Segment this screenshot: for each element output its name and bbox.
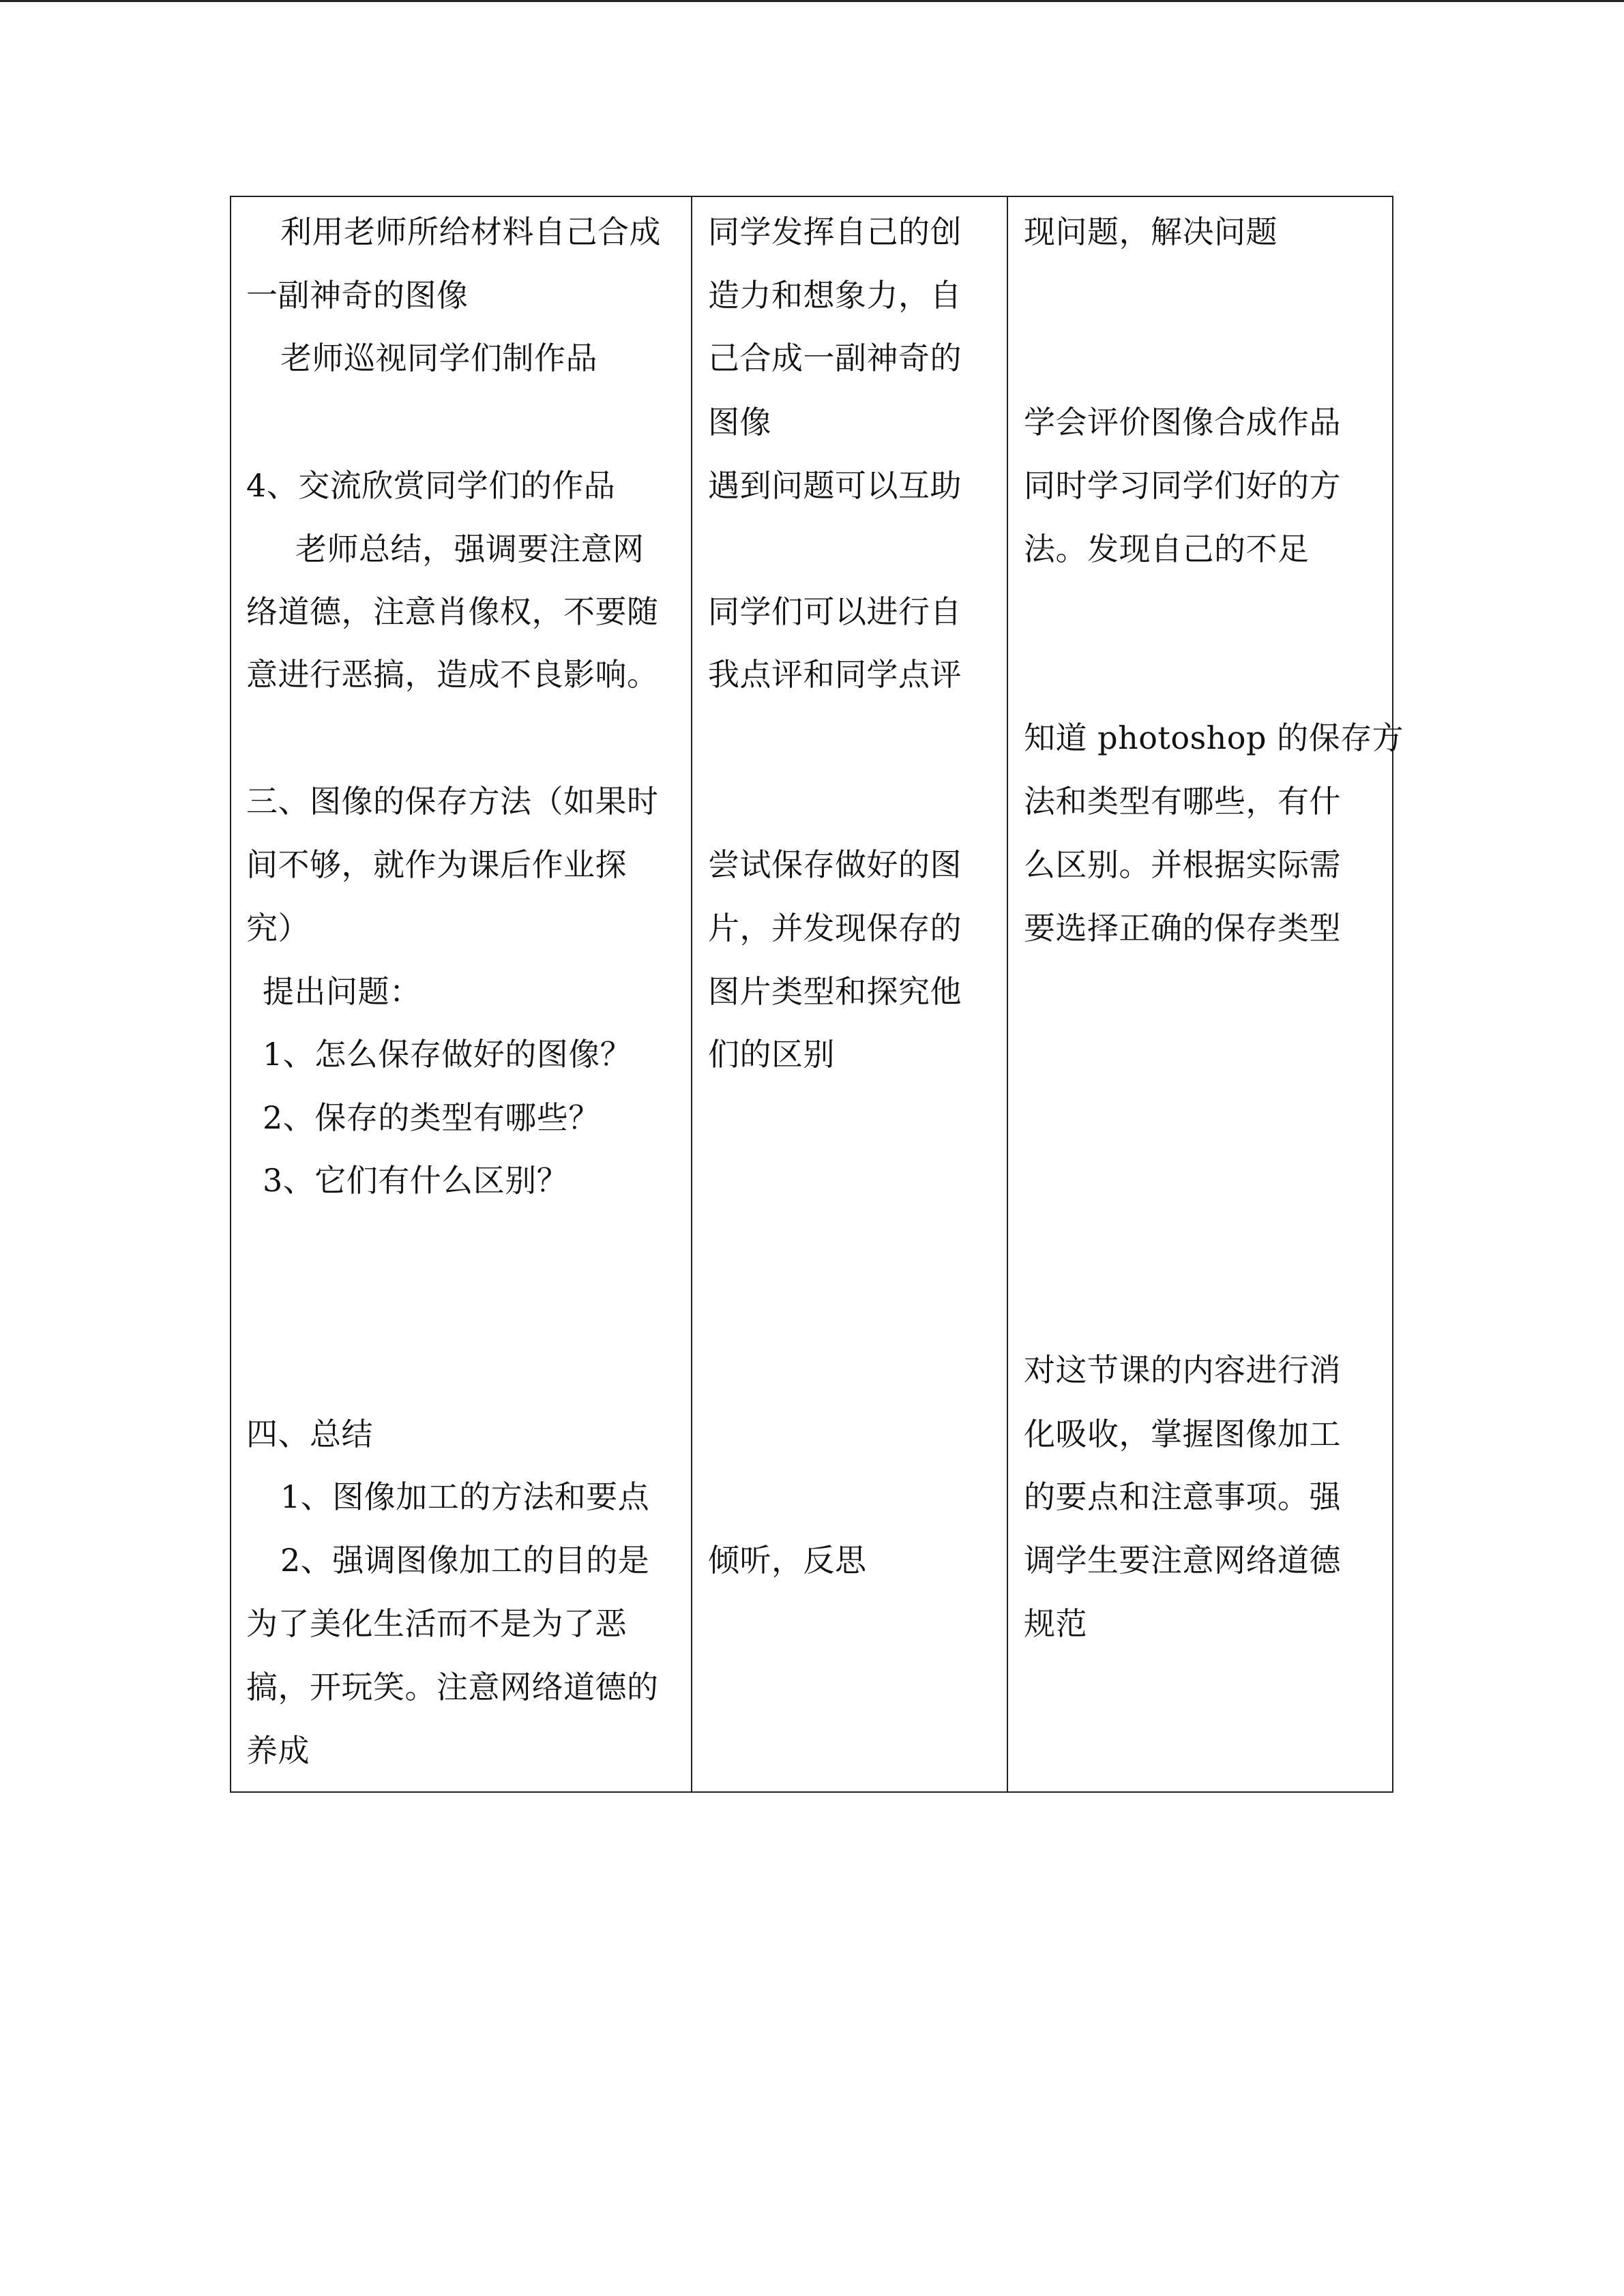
teacher-line: 养成 (246, 1732, 310, 1769)
student-line: 图像 (708, 404, 771, 441)
lesson-plan-table (230, 196, 1404, 1793)
student-line: 我点评和同学点评 (708, 656, 962, 693)
teacher-line: 络道德，注意肖像权，不要随 (246, 593, 659, 630)
column-divider-1 (691, 197, 692, 1791)
teacher-line: 1、图像加工的方法和要点 (280, 1478, 650, 1515)
intent-line: 要选择正确的保存类型 (1024, 910, 1341, 946)
teacher-line: 4、交流欣赏同学们的作品 (246, 467, 616, 504)
student-line: 倾听，反思 (708, 1542, 867, 1579)
teacher-line: 老师总结，强调要注意网 (295, 531, 645, 567)
teacher-line: 意进行恶搞，造成不良影响。 (246, 656, 659, 693)
intent-line: 对这节课的内容进行消 (1024, 1352, 1341, 1388)
student-line: 遇到问题可以互助 (708, 467, 962, 504)
teacher-line: 为了美化生活而不是为了恶 (246, 1605, 627, 1642)
intent-line: 现问题，解决问题 (1024, 213, 1278, 250)
student-line: 造力和想象力，自 (708, 277, 962, 314)
teacher-line: 2、保存的类型有哪些？ (263, 1099, 600, 1136)
page-top-border (0, 0, 1624, 2)
intent-line: 么区别。并根据实际需 (1024, 846, 1341, 883)
teacher-line: 2、强调图像加工的目的是 (280, 1542, 650, 1579)
column-divider-2 (1007, 197, 1008, 1791)
teacher-line: 四、总结 (246, 1416, 373, 1452)
teacher-line: 老师巡视同学们制作品 (280, 340, 597, 376)
student-line: 同学发挥自己的创 (708, 213, 962, 250)
intent-line: 学会评价图像合成作品 (1024, 404, 1341, 441)
teacher-line: 究） (246, 910, 310, 946)
intent-line: 的要点和注意事项。强 (1024, 1478, 1341, 1515)
student-line: 们的区别 (708, 1036, 835, 1073)
student-line: 片，并发现保存的 (708, 910, 962, 946)
teacher-line: 提出问题： (263, 973, 422, 1010)
student-line: 同学们可以进行自 (708, 593, 962, 630)
student-line: 尝试保存做好的图 (708, 846, 962, 883)
teacher-line: 搞，开玩笑。注意网络道德的 (246, 1669, 659, 1705)
intent-line: 化吸收，掌握图像加工 (1024, 1416, 1341, 1452)
student-line: 己合成一副神奇的 (708, 340, 962, 376)
intent-line: 法和类型有哪些，有什 (1024, 783, 1341, 820)
intent-line: 法。发现自己的不足 (1024, 531, 1310, 567)
intent-line: 调学生要注意网络道德 (1024, 1542, 1341, 1579)
intent-line: 同时学习同学们好的方 (1024, 467, 1341, 504)
student-line: 图片类型和探究他 (708, 973, 962, 1010)
intent-line: 知道 photoshop 的保存方 (1024, 719, 1404, 756)
intent-line: 规范 (1024, 1605, 1087, 1642)
teacher-line: 间不够，就作为课后作业探 (246, 846, 627, 883)
teacher-line: 利用老师所给材料自己合成 (280, 213, 661, 250)
teacher-line: 一副神奇的图像 (246, 277, 469, 314)
teacher-line: 1、怎么保存做好的图像？ (263, 1036, 632, 1073)
teacher-line: 三、图像的保存方法（如果时 (246, 783, 659, 820)
teacher-line: 3、它们有什么区别？ (263, 1162, 569, 1199)
